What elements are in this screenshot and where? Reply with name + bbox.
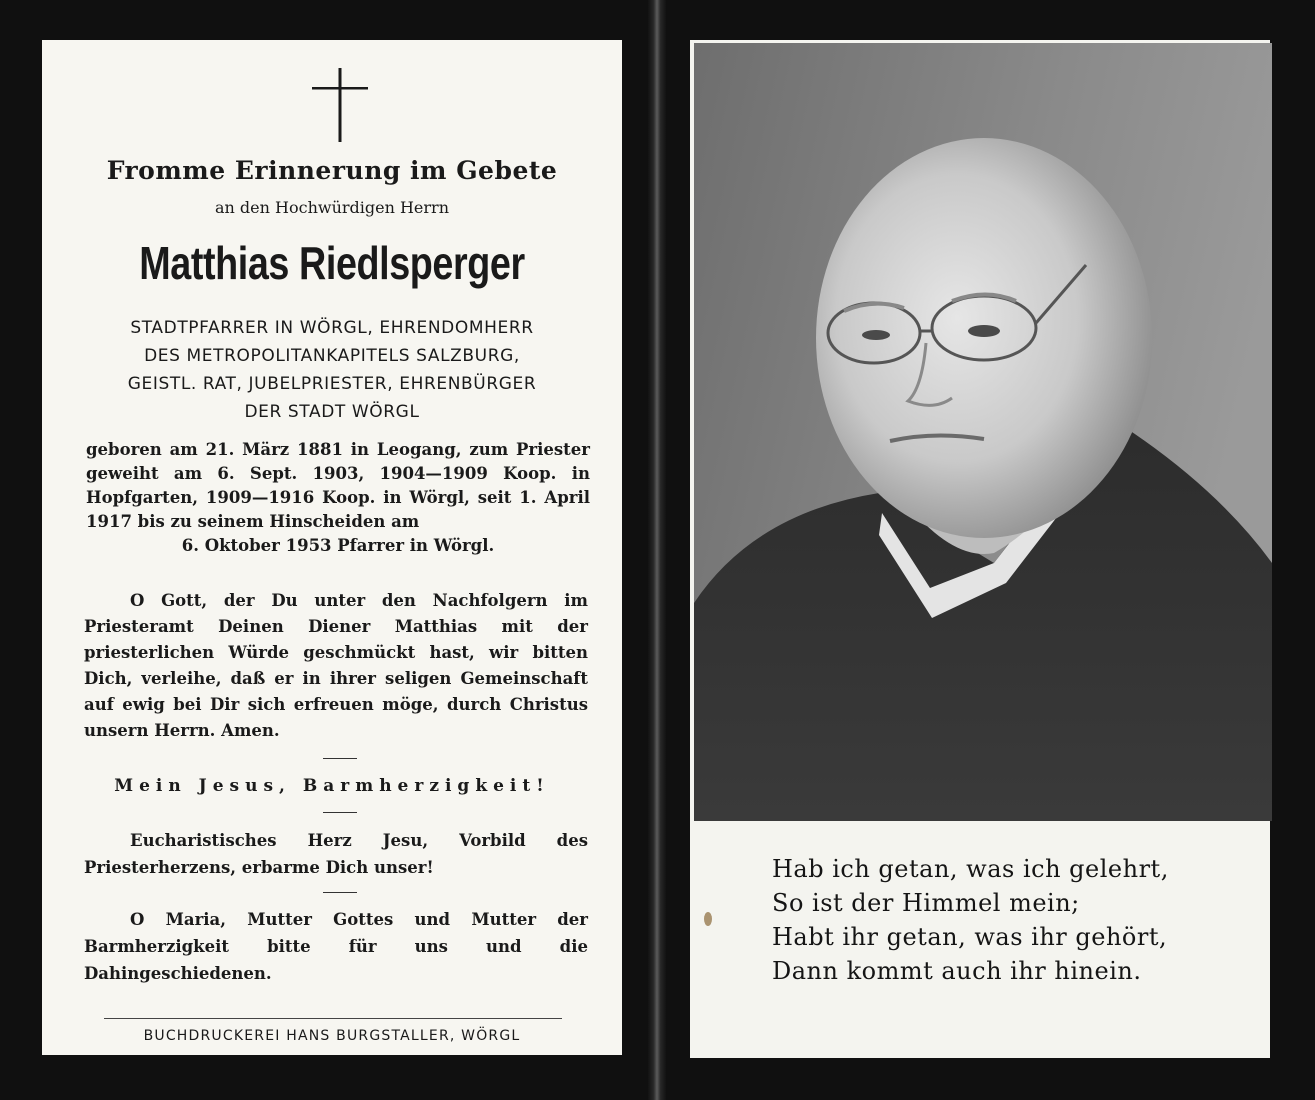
title-line: STADTPFARRER IN WÖRGL, EHRENDOMHERR (130, 318, 534, 338)
left-text-panel (42, 40, 622, 1055)
divider (323, 812, 357, 813)
portrait-image (694, 43, 1272, 821)
divider (323, 892, 357, 893)
verse-line: Habt ihr getan, was ihr gehört, (772, 923, 1168, 951)
verse-line: Hab ich getan, was ich gelehrt, (772, 855, 1169, 883)
honorific-titles (42, 314, 622, 426)
card-heading: Fromme Erinnerung im Gebete (106, 156, 558, 185)
title-line: GEISTL. RAT, JUBELPRIESTER, EHRENBÜRGER (127, 374, 537, 394)
divider (323, 758, 357, 759)
deceased-name: Matthias Riedlsperger (139, 237, 525, 289)
sacred-heart-invocation: Eucharistisches Herz Jesu, Vorbild des Priesterherzens, erbarme Dich unser! (84, 831, 588, 877)
verse-line: So ist der Himmel mein; (772, 889, 1080, 917)
mercy-invocation: Mein Jesus, Barmherzigkeit! (114, 776, 550, 796)
portrait-photo (694, 43, 1272, 821)
card-fold (648, 0, 666, 1100)
mary-invocation: O Maria, Mutter Gottes und Mutter der Barmherzigkeit bitte für uns und die Dahingeschiedenen. (84, 910, 588, 983)
biography-text: geboren am 21. März 1881 in Leogang, zum Priester geweiht am 6. Sept. 1903, 1904—1909 Koop. in Hopfgarten, 1909—1916 Koop. in Wörgl, seit 1. April 1917 bis zu seinem Hinscheiden am (86, 440, 590, 531)
printer-rule (104, 1018, 562, 1019)
card-subheading: an den Hochwürdigen Herrn (214, 198, 449, 217)
prayer-text: O Gott, der Du unter den Nachfolgern im Priesteramt Deinen Diener Matthias mit der priesterlichen Würde geschmückt hast, wir bitten Dich, verleihe, daß er in ihrer seligen Gemeinschaft auf ewig bei Dir sich erfreuen möge, durch Christus unsern Herrn. Amen. (84, 591, 588, 740)
verse-line: Dann kommt auch ihr hinein. (772, 957, 1142, 985)
ink-smudge (704, 912, 712, 926)
printer-credit: BUCHDRUCKEREI HANS BURGSTALLER, WÖRGL (143, 1028, 521, 1044)
right-photo-panel (690, 40, 1270, 1058)
biography (86, 438, 590, 558)
closing-verse (772, 852, 1242, 988)
biography-last-line: 6. Oktober 1953 Pfarrer in Wörgl. (181, 536, 495, 555)
title-line: DES METROPOLITANKAPITELS SALZBURG, (144, 346, 520, 366)
cross-icon (312, 68, 368, 142)
title-line: DER STADT WÖRGL (244, 402, 420, 422)
